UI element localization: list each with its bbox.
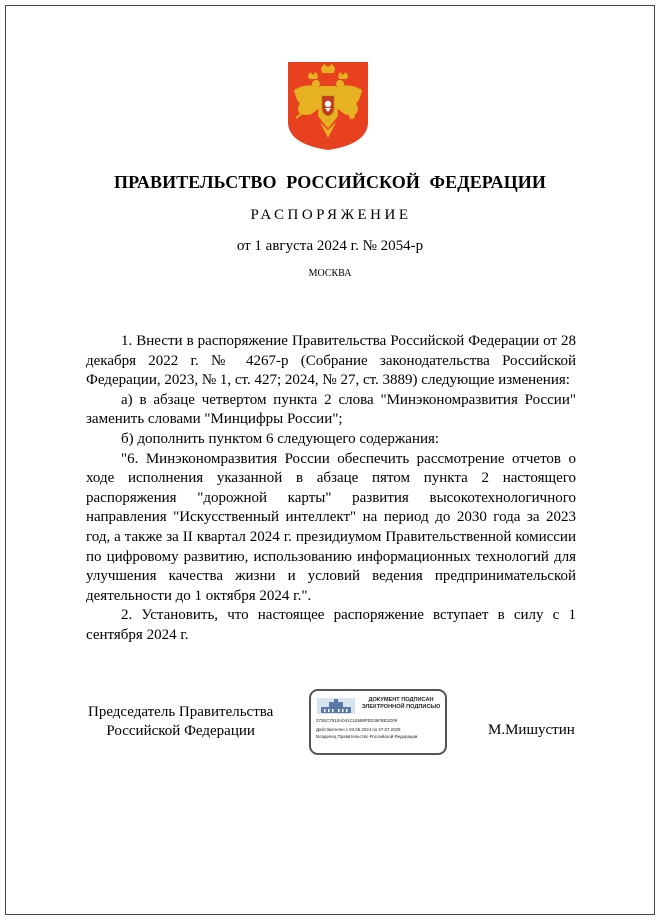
- document-city: МОСКВА: [308, 268, 352, 279]
- signer-position-line2: Российской Федерации: [106, 723, 255, 739]
- document-date-number: от 1 августа 2024 г. № 2054-р: [236, 238, 424, 254]
- paragraph-subitem-a: а) в абзаце четвертом пункта 2 слова "Минэкономразвития России" заменить словами "Минцифры России";: [86, 391, 576, 428]
- stamp-owner: Владелец Правительство Российской Федерации: [316, 734, 418, 739]
- signer-name: М.Мишустин: [488, 722, 575, 738]
- stamp-title-line2: ЭЛЕКТРОННОЙ ПОДПИСЬЮ: [361, 704, 441, 710]
- paragraph-new-item-6: "6. Минэкономразвития России обеспечить рассмотрение отчетов о ходе исполнения указанной в абзаце пятом пункта 2 настоящего распоряжения "дорожной карты" развития высокотехнологичного направления "Искусственный интеллект" на период до 2030 года за 2023 год, а также за II квартал 2024 г. президиумом Правительственной комиссии по цифровому развитию, использованию информационных технологий для улучшения качества жизни и условий ведения предпринимательской деятельности до 1 октября 2024 г.".: [86, 450, 576, 604]
- paragraph-item-2: 2. Установить, что настоящее распоряжение вступает в силу с 1 сентября 2024 г.: [86, 607, 576, 643]
- document-type: РАСПОРЯЖЕНИЕ: [250, 207, 412, 223]
- stamp-title-line1: ДОКУМЕНТ ПОДПИСАН: [368, 697, 434, 703]
- electronic-signature-stamp: [309, 689, 447, 755]
- paragraph-subitem-b: б) дополнить пунктом 6 следующего содержания:: [121, 430, 440, 447]
- signer-position-line1: Председатель Правительства: [88, 704, 274, 720]
- government-title: ПРАВИТЕЛЬСТВО РОССИЙСКОЙ ФЕДЕРАЦИИ: [113, 172, 546, 192]
- stamp-validity: Действителен с 03.05.2024 по 27.07.2025: [316, 727, 401, 732]
- signer-position: [88, 703, 273, 741]
- paragraph-item-1: 1. Внести в распоряжение Правительства Российской Федерации от 28 декабря 2022 г. № 4267-р (Собрание законодательства Российской Федерации, 2023, № 1, ст. 427; 2024, № 27, ст. 3889) следующие изменения:: [86, 333, 576, 389]
- order-body: [86, 332, 576, 646]
- coat-of-arms-emblem: [286, 60, 370, 152]
- government-building-icon: [317, 698, 355, 714]
- stamp-title: [357, 697, 445, 711]
- stamp-certificate-number: 272EC7910A041C14588FEE36FBE1D09: [316, 718, 398, 723]
